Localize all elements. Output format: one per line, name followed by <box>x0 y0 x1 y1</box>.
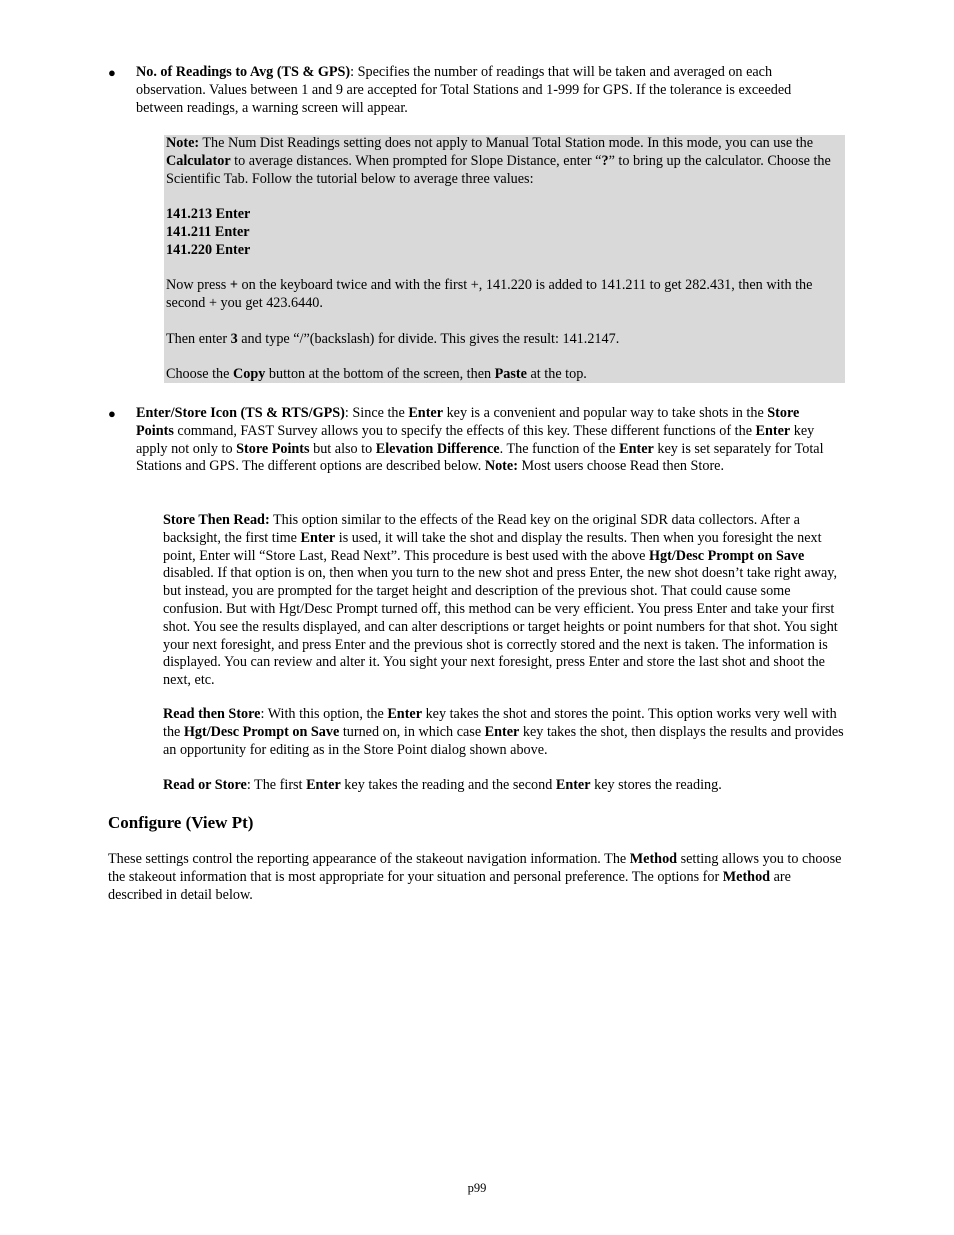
option-text: turned on, in which case <box>339 723 485 740</box>
enter-term: Enter <box>555 777 591 793</box>
option-text: : With this option, the <box>260 706 388 722</box>
note-text: to average distances. When prompted for Slope Distance, enter “ <box>230 152 602 169</box>
bullet-body: key is set separately for Total Stations and GPS. The different options are described below. <box>136 440 824 475</box>
bullet-body: key is a convenient and popular way to take shots in the <box>443 405 768 421</box>
note-label: Note: <box>166 135 200 151</box>
section-text: setting allows you to choose the stakeout information that is most appropriate for your situation and personal preference. The options for <box>108 851 842 885</box>
paste-term: Paste <box>494 366 527 383</box>
bullet-title: No. of Readings to Avg (TS & GPS) <box>136 64 351 80</box>
method-term: Method <box>722 868 771 885</box>
bullet-body: Most users choose Read then Store. <box>517 458 725 475</box>
note-text: ” to bring up the calculator. Choose the Scientific Tab. Follow the tutorial below to average three values: <box>166 152 831 187</box>
store-points-term: Store Points <box>236 440 310 457</box>
option-text: key takes the shot, then displays the results and provides an opportunity for editing as in the Store Point dialog shown above. <box>163 723 844 758</box>
copy-term: Copy <box>233 366 266 383</box>
note-press-plus <box>166 277 845 313</box>
bullet-body: key apply not only to <box>136 422 815 457</box>
value-list <box>166 206 845 259</box>
bullet-title: Enter/Store Icon (TS & RTS/GPS) <box>136 405 345 421</box>
enter-term: Enter <box>755 422 791 439</box>
page-number: p99 <box>467 1181 487 1195</box>
option-title: Read then Store <box>163 706 261 722</box>
value-line: 141.211 Enter <box>166 223 250 240</box>
note-text: and type “/”(backslash) for divide. This gives the result: 141.2147. <box>237 330 620 347</box>
note-text: Now press <box>166 277 230 294</box>
calculator-term: Calculator <box>166 152 231 169</box>
read-then-store-paragraph <box>163 706 853 759</box>
option-title: Store Then Read: <box>163 512 270 528</box>
bullet-icon: ● <box>108 406 116 421</box>
bullet-body: : Since the <box>344 405 409 421</box>
option-text: is used, it will take the shot and display the results. Then when you foresight the next point, Enter will “Store Last, Read Next”. This procedure is best used with the above <box>163 529 822 564</box>
note-text: Then enter <box>166 330 231 347</box>
bullet-body: command, FAST Survey allows you to specify the effects of this key. These different functions of the <box>173 422 756 439</box>
bullet-body: . The function of the <box>499 440 620 457</box>
enter-term: Enter <box>408 405 444 421</box>
hgt-desc-term: Hgt/Desc Prompt on Save <box>183 723 340 740</box>
value-line: 141.220 Enter <box>166 241 251 258</box>
option-text: key takes the shot and stores the point. This option works very well with the <box>163 706 837 740</box>
note-enter-three <box>166 331 845 349</box>
hgt-desc-term: Hgt/Desc Prompt on Save <box>648 547 805 564</box>
section-text: are described in detail below. <box>108 868 791 903</box>
enter-term: Enter <box>619 440 654 457</box>
note-intro <box>166 135 845 188</box>
note-text: on the keyboard twice and with the first +, 141.220 is added to 141.211 to get 282.431, then with the second + you get 423.6440. <box>166 277 813 312</box>
note-text: Choose the <box>166 366 233 383</box>
bullet-body: : Specifies the number of readings that will be taken and averaged on each observation. Values between 1 and 9 are accepted for Total Stations and 1-999 for GPS. If the tolerance is exceeded between readings, a warning screen will appear. <box>136 64 792 116</box>
enter-term: Enter <box>300 529 336 546</box>
bullet-enter-store-icon <box>108 405 838 476</box>
bullet-text <box>136 64 838 117</box>
plus-key: + <box>229 277 238 294</box>
option-text: : The first <box>246 777 307 793</box>
section-heading: Configure (View Pt) <box>108 813 254 832</box>
note-text: The Num Dist Readings setting does not apply to Manual Total Station mode. In this mode, you can use the <box>199 135 814 151</box>
option-text: This option similar to the effects of the Read key on the original SDR data collectors. After a backsight, the first time <box>163 512 800 546</box>
enter-term: Enter <box>387 706 423 722</box>
option-text: key takes the reading and the second <box>340 777 556 793</box>
note-label: Note: <box>484 458 518 475</box>
option-text: disabled. If that option is on, then when you turn to the new shot and press Enter, the new shot doesn’t take right away, but instead, you are prompted for the target height and description of the previous shot. That could cause some confusion. But with Hgt/Desc Prompt turned off, this method can be very efficient. You press Enter and take your first shot. You see the results displayed, and can alter descriptions or target heights or point numbers for that shot. You sight your next foresight, and press Enter and the previous shot is correctly stored and the next is taken. The information is displayed. You can review and alter it. You sight your next foresight, press Enter and store the last shot and shoot the next, etc. <box>163 565 838 689</box>
note-text: button at the bottom of the screen, then <box>265 366 495 383</box>
section-text: These settings control the reporting appearance of the stakeout navigation information. The <box>108 851 630 867</box>
bullet-text <box>136 405 838 476</box>
bullet-body: but also to <box>309 440 376 457</box>
note-copy-paste <box>166 366 845 384</box>
section-paragraph <box>108 851 848 904</box>
store-points-term: Store Points <box>136 405 800 439</box>
note-box <box>164 135 845 383</box>
bullet-icon: ● <box>108 65 116 80</box>
note-text: at the top. <box>526 366 587 383</box>
enter-term: Enter <box>306 777 341 793</box>
three-key: 3 <box>230 330 238 347</box>
option-title: Read or Store <box>163 777 247 793</box>
method-term: Method <box>629 851 678 867</box>
question-mark: ? <box>601 152 609 169</box>
bullet-readings-to-avg <box>108 64 838 117</box>
elevation-difference-term: Elevation Difference <box>375 440 500 457</box>
read-or-store-paragraph <box>163 777 853 795</box>
value-line: 141.213 Enter <box>166 206 251 223</box>
enter-term: Enter <box>484 723 520 740</box>
store-then-read-paragraph <box>163 512 853 690</box>
option-text: key stores the reading. <box>590 777 722 793</box>
